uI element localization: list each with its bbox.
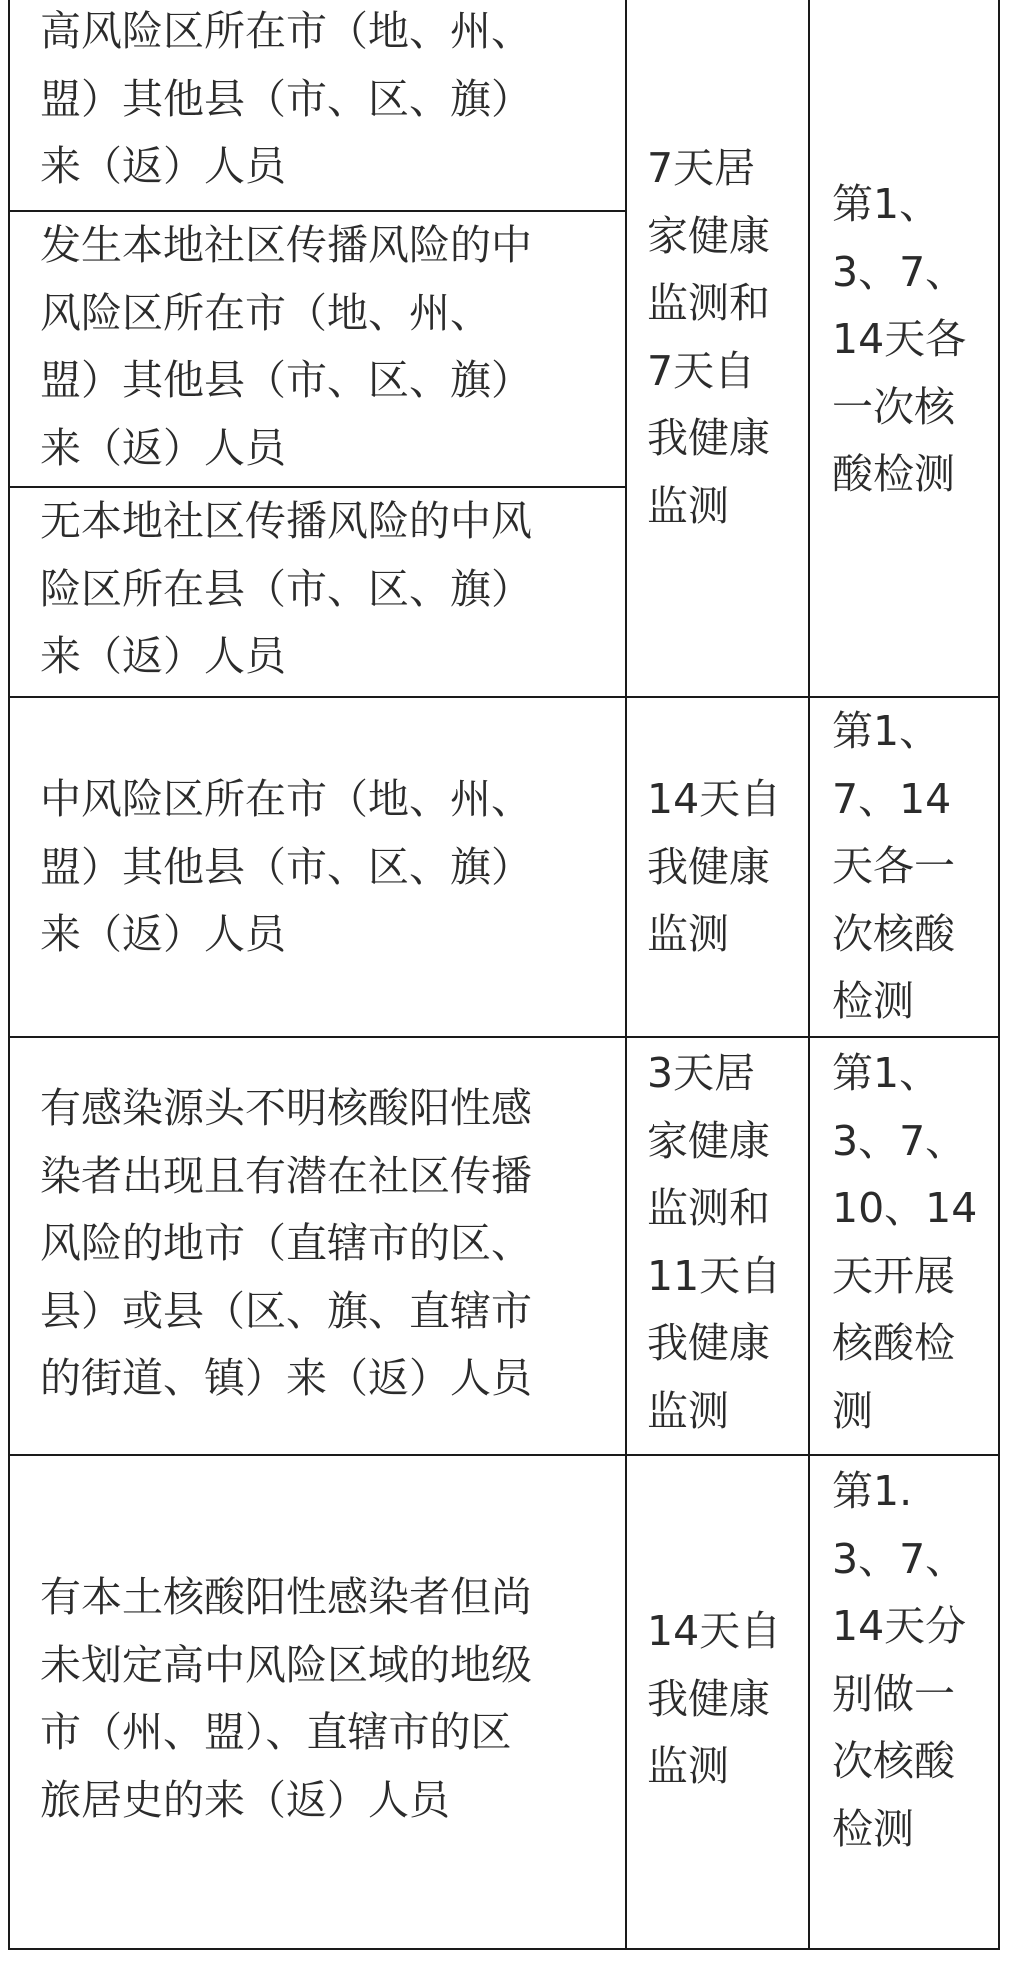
cell-text-line: 来（返）人员 [40, 423, 286, 472]
cell-text-line: 14天自 [647, 775, 782, 823]
cell-text-line: 监测 [647, 1742, 729, 1790]
cell-text-line: 10、14 [832, 1184, 978, 1232]
cell-text-line: 14天各 [832, 315, 967, 363]
cell-text-line: 一次核 [832, 382, 955, 431]
cell-text-line: 我健康 [647, 1674, 770, 1723]
cell-text-line: 11天自 [647, 1251, 782, 1300]
cell-text-line: 3、7、 [832, 247, 967, 296]
row4-people-cell [10, 1564, 624, 1834]
cell-text-line: 我健康 [647, 1319, 770, 1367]
table-border-bottom [8, 1948, 1000, 1950]
cell-text-line: 天各一 [832, 842, 955, 890]
row1-people-cell-1 [10, 0, 624, 201]
cell-text-line: 高风险区所在市（地、州、 [40, 7, 532, 55]
cell-text-line: 盟）其他县（市、区、旗） [40, 842, 532, 891]
cell-text-line: 我健康 [647, 842, 770, 891]
cell-text-line: 3、7、 [832, 1534, 967, 1583]
cell-text-line: 检测 [832, 1804, 914, 1853]
cell-text-line: 监测 [647, 1386, 729, 1435]
cell-text-line: 7天居 [647, 144, 756, 192]
cell-text-line: 发生本地社区传播风险的中 [40, 221, 532, 269]
cell-text-line: 监测和 [647, 279, 770, 327]
cell-text-line: 次核酸 [832, 909, 955, 958]
cell-text-line: 家健康 [647, 211, 770, 260]
row4-monitoring-cell [627, 1598, 807, 1801]
cell-text-line: 我健康 [647, 414, 770, 462]
cell-text-line: 第1、 [832, 180, 941, 228]
cell-text-line: 有本土核酸阳性感染者但尚 [40, 1573, 532, 1621]
cell-text-line: 家健康 [647, 1116, 770, 1165]
row-divider-2 [8, 1036, 1000, 1038]
cell-text-line: 监测和 [647, 1184, 770, 1232]
cell-text-line: 染者出现且有潜在社区传播 [40, 1151, 532, 1200]
cell-text-line: 盟）其他县（市、区、旗） [40, 74, 532, 123]
cell-text-line: 监测 [647, 910, 729, 958]
cell-text-line: 第1. [832, 1467, 913, 1515]
cell-text-line: 中风险区所在市（地、州、 [40, 775, 532, 823]
cell-text-line: 未划定高中风险区域的地级 [40, 1640, 532, 1689]
row1-people-cell-2 [10, 212, 624, 482]
cell-text-line: 盟）其他县（市、区、旗） [40, 356, 532, 404]
cell-text-line: 有感染源头不明核酸阳性感 [40, 1084, 532, 1132]
cell-text-line: 别做一 [832, 1669, 955, 1718]
cell-text-line: 市（州、盟）、直辖市的区 [40, 1708, 512, 1756]
cell-text-line: 风险区所在市（地、州、 [40, 288, 491, 337]
cell-text-line: 第1、 [832, 1049, 941, 1097]
row3-testing-cell [810, 1040, 997, 1445]
row3-people-cell [10, 1075, 624, 1413]
cell-text-line: 县）或县（区、旗、直辖市 [40, 1286, 532, 1335]
cell-text-line: 7、14 [832, 774, 952, 823]
cell-text-line: 次核酸 [832, 1737, 955, 1785]
cell-text-line: 第1、 [832, 707, 941, 755]
table-border-right [998, 0, 1000, 1950]
row-divider-3 [8, 1454, 1000, 1456]
cell-text-line: 险区所在县（市、区、旗） [40, 564, 532, 613]
row4-testing-cell [810, 1458, 997, 1863]
cell-text-line: 风险的地市（直辖市的区、 [40, 1219, 532, 1267]
cell-text-line: 14天分 [832, 1602, 967, 1650]
cell-text-line: 3天居 [647, 1049, 756, 1097]
cell-text-line: 酸检测 [832, 450, 955, 498]
cell-text-line: 来（返）人员 [40, 910, 286, 958]
cell-text-line: 天开展 [832, 1251, 955, 1300]
row3-monitoring-cell [627, 1040, 807, 1445]
row1-people-cell-3 [10, 488, 624, 691]
row1-testing-cell [810, 171, 997, 509]
cell-text-line: 14天自 [647, 1607, 782, 1655]
cell-text-line: 测 [832, 1386, 873, 1435]
cell-text-line: 3、7、 [832, 1116, 967, 1165]
cell-text-line: 检测 [832, 977, 914, 1025]
row2-people-cell [10, 766, 624, 969]
row2-monitoring-cell [627, 766, 807, 969]
cell-text-line: 来（返）人员 [40, 142, 286, 190]
cell-text-line: 的街道、镇）来（返）人员 [40, 1354, 532, 1402]
row2-testing-cell [810, 698, 997, 1036]
cell-text-line: 无本地社区传播风险的中风 [40, 497, 532, 545]
cell-text-line: 旅居史的来（返）人员 [40, 1775, 450, 1824]
cell-text-line: 7天自 [647, 346, 756, 395]
cell-text-line: 核酸检 [832, 1319, 955, 1367]
cell-text-line: 监测 [647, 481, 729, 530]
row1-monitoring-cell [627, 135, 807, 540]
cell-text-line: 来（返）人员 [40, 632, 286, 680]
